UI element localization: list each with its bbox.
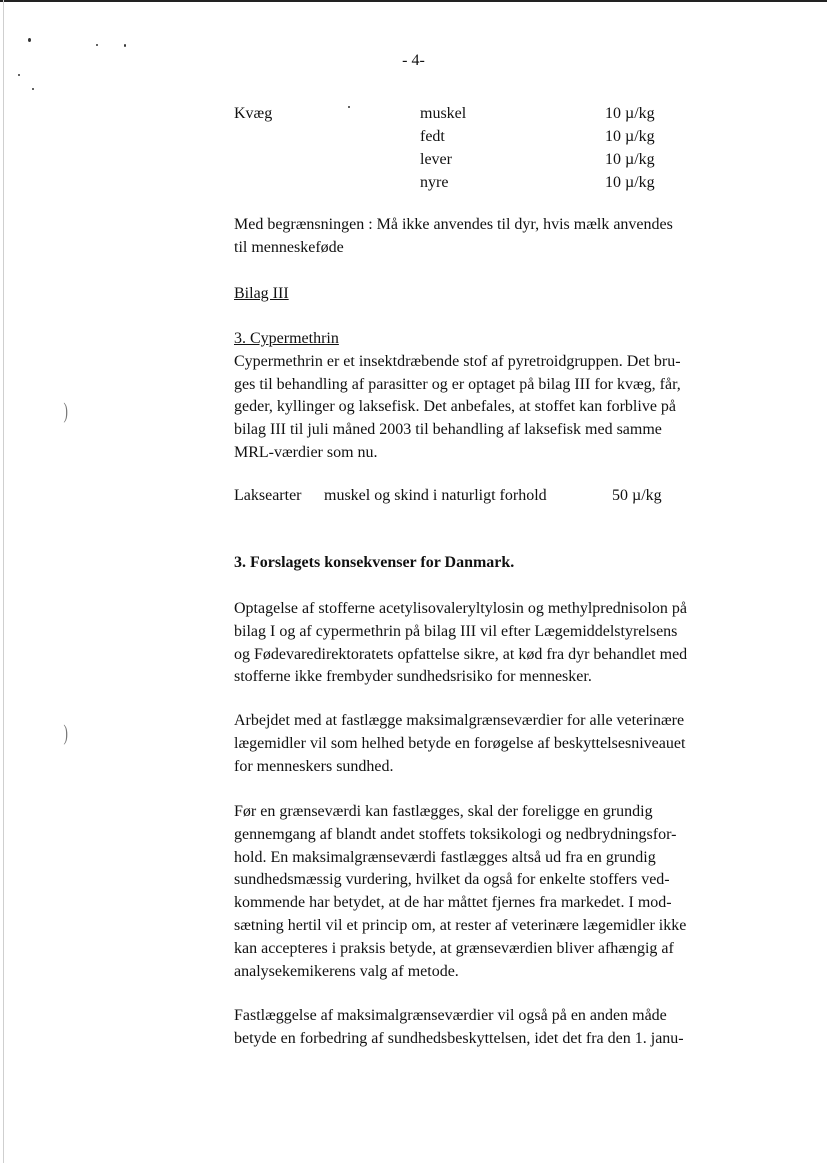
- paragraph: [234, 598, 774, 689]
- text-line: Før en grænseværdi kan fastlægges, skal der foreligge en grundig: [234, 803, 653, 820]
- text-line: bilag III til juli måned 2003 til behandling af laksefisk med samme: [234, 421, 662, 439]
- text-line: Arbejdet med at fastlægge maksimalgrænseværdier for alle veterinære: [234, 712, 685, 729]
- tissue-cell: nyre: [420, 174, 449, 191]
- punch-hole-mark: ): [63, 398, 68, 423]
- limit-cell: 50 µ/kg: [612, 487, 662, 504]
- limit-cell: 10 µ/kg: [605, 174, 655, 191]
- scan-speck: [18, 74, 20, 76]
- tissue-cell: muskel: [420, 105, 467, 122]
- text-line: gennemgang af blandt andet stoffets toksikologi og nedbrydningsfor-: [234, 825, 677, 843]
- section-heading: 3. Forslagets konsekvenser for Danmark.: [234, 554, 515, 571]
- text-line: og Fødevaredirektoratets opfattelse sikre, at kød fra dyr behandlet med: [234, 645, 688, 663]
- restriction-paragraph: [234, 214, 774, 260]
- text-line: Med begrænsningen : Må ikke anvendes til dyr, hvis mælk anvendes: [234, 216, 673, 233]
- text-line: analysekemikerens valg af metode.: [234, 962, 459, 980]
- salmon-mrl-row: [234, 485, 774, 508]
- text-line: for menneskers sundhed.: [234, 757, 394, 775]
- annex-heading: Bilag III: [234, 285, 289, 302]
- text-line: til menneskeføde: [234, 238, 344, 256]
- text-line: hold. En maksimalgrænseværdi fastlægges altså ud fra en grundig: [234, 848, 656, 866]
- page-number: - 4-: [402, 52, 425, 69]
- punch-hole-mark: ): [63, 720, 68, 745]
- scan-speck: [28, 38, 31, 42]
- paragraph: [234, 1005, 774, 1051]
- substance-section: [234, 328, 774, 465]
- substance-title: 3. Cypermethrin: [234, 330, 339, 347]
- limit-cell: 10 µ/kg: [605, 151, 655, 168]
- text-line: Cypermethrin er et insektdræbende stof af pyretroidgruppen. Det bru-: [234, 352, 681, 370]
- text-line: kommende har betydet, at de har måttet fjernes fra markedet. I mod-: [234, 894, 672, 912]
- text-line: kan accepteres i praksis betyde, at grænseværdien bliver afhængig af: [234, 939, 674, 957]
- limit-cell: 10 µ/kg: [605, 105, 655, 122]
- scan-speck: [348, 106, 350, 108]
- tissue-cell: fedt: [420, 128, 445, 145]
- scan-edge-left: [3, 0, 4, 1163]
- paragraph: [234, 801, 774, 983]
- scan-speck: [32, 88, 34, 90]
- text-line: MRL-værdier som nu.: [234, 443, 378, 461]
- species-cell: Kvæg: [234, 105, 273, 122]
- text-line: stofferne ikke frembyder sundhedsrisiko for mennesker.: [234, 668, 592, 686]
- scan-speck: [124, 44, 126, 47]
- text-line: sætning hertil vil et princip om, at rester af veterinære lægemidler ikke: [234, 916, 687, 934]
- scan-edge-top: [0, 0, 827, 5]
- paragraph: [234, 710, 774, 778]
- text-line: Fastlæggelse af maksimalgrænseværdier vil også på en anden måde: [234, 1007, 667, 1024]
- text-line: ges til behandling af parasitter og er optaget på bilag III for kvæg, får,: [234, 375, 681, 393]
- limit-cell: 10 µ/kg: [605, 128, 655, 145]
- tissue-cell: lever: [420, 151, 452, 168]
- scan-speck: [96, 44, 98, 46]
- text-line: sundhedsmæssig vurdering, hvilket da også for enkelte stoffers ved-: [234, 871, 670, 889]
- text-line: lægemidler vil som helhed betyde en forøgelse af beskyttelsesniveauet: [234, 734, 686, 752]
- tissue-cell: muskel og skind i naturligt forhold: [324, 487, 547, 504]
- text-line: bilag I og af cypermethrin på bilag III vil efter Lægemiddelstyrelsens: [234, 622, 678, 640]
- text-line: betyde en forbedring af sundhedsbeskyttelsen, idet det fra den 1. janu-: [234, 1029, 684, 1047]
- species-cell: Laksearter: [234, 487, 302, 504]
- text-line: Optagelse af stofferne acetylisovaleryltylosin og methylprednisolon på: [234, 600, 687, 617]
- text-line: geder, kyllinger og laksefisk. Det anbefales, at stoffet kan forblive på: [234, 398, 677, 416]
